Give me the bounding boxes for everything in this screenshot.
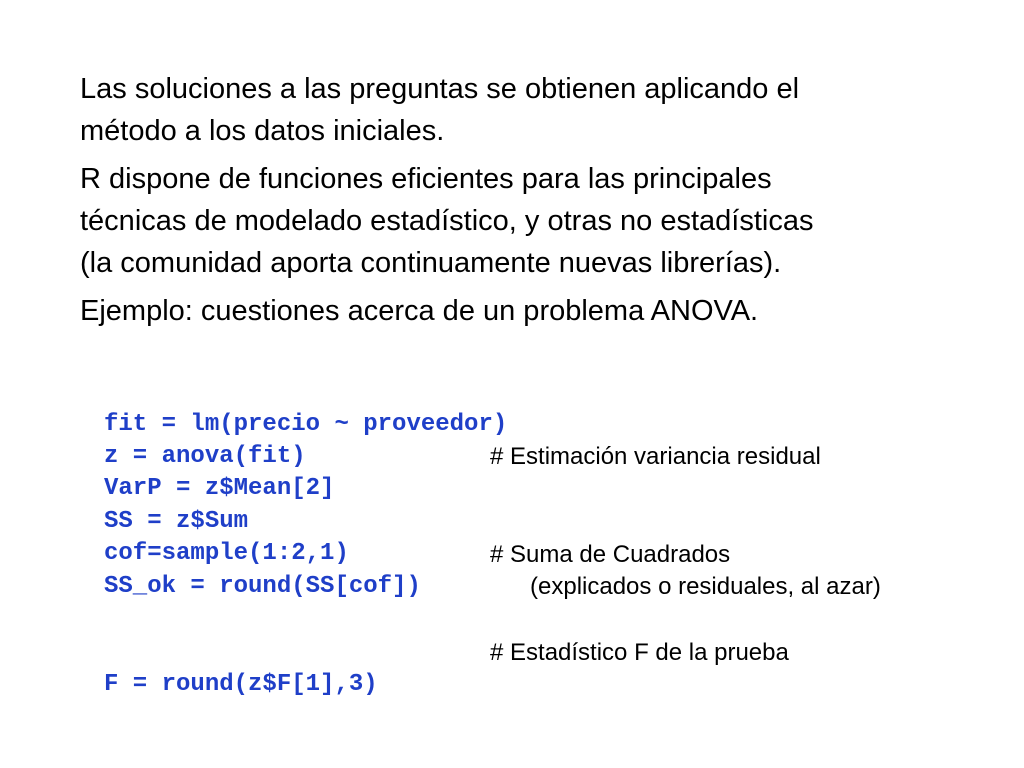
- code-text: z = anova(fit): [104, 443, 306, 470]
- code-text: F = round(z$F[1],3): [104, 671, 378, 698]
- code-comment-continuation: (explicados o residuales, al azar): [530, 573, 881, 600]
- paragraph-r-functions: [80, 158, 960, 284]
- code-line-ss: [80, 474, 249, 535]
- paragraph-method: [80, 68, 960, 152]
- paragraph-line: (la comunidad aporta continuamente nuevas librerías).: [80, 247, 782, 279]
- paragraph-example: [80, 290, 960, 332]
- code-line-f: [80, 637, 789, 698]
- code-text: SS_ok = round(SS[cof]): [104, 573, 421, 600]
- code-comment: # Suma de Cuadrados: [490, 541, 731, 568]
- code-text: cof=sample(1:2,1): [104, 540, 349, 567]
- paragraph-line: técnicas de modelado estadístico, y otras no estadísticas: [80, 205, 814, 237]
- code-line-anova: [80, 409, 306, 470]
- code-line-fit: [80, 377, 508, 438]
- code-comment: # Estadístico F de la prueba: [490, 639, 789, 666]
- code-comment: # Estimación variancia residual: [490, 443, 821, 470]
- code-line-sample: [80, 506, 349, 567]
- paragraph-line: Las soluciones a las preguntas se obtienen aplicando el: [80, 73, 800, 105]
- code-text: fit = lm(precio ~ proveedor): [104, 411, 508, 438]
- paragraph-line: Ejemplo: cuestiones acerca de un problema ANOVA.: [80, 295, 759, 327]
- code-line-varp: [80, 441, 821, 502]
- paragraph-line: R dispone de funciones eficientes para las principales: [80, 163, 772, 195]
- paragraph-line: método a los datos iniciales.: [80, 115, 445, 147]
- code-text: SS = z$Sum: [104, 508, 249, 535]
- code-text: VarP = z$Mean[2]: [104, 475, 335, 502]
